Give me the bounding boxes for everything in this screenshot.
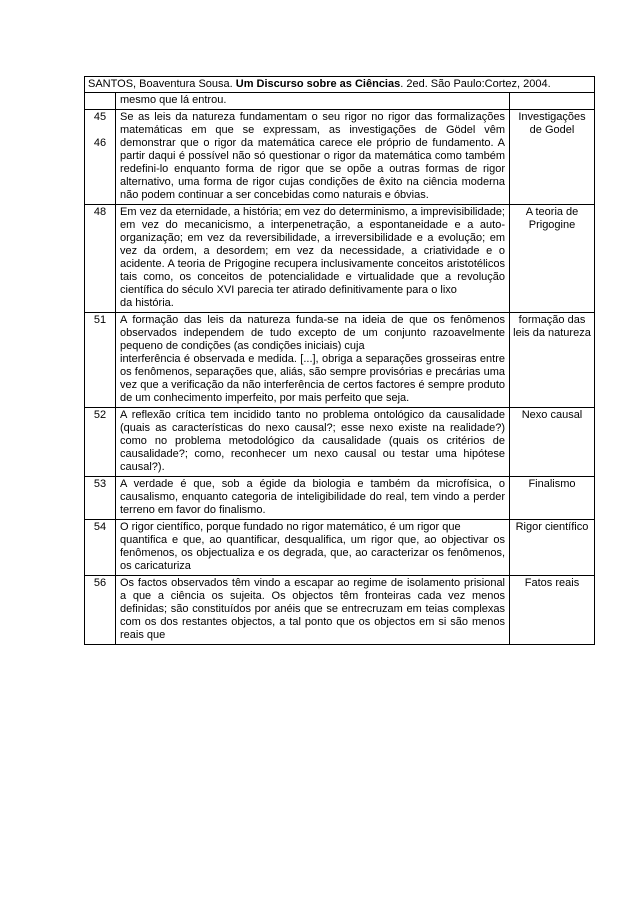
keyword-label: Fatos reais <box>524 577 580 589</box>
page-number: 54 <box>93 521 107 533</box>
document-page <box>84 76 595 645</box>
keyword-label: formação das leis da natureza <box>513 314 591 339</box>
quote-cell <box>116 477 510 520</box>
keyword-label: Nexo causal <box>521 409 583 421</box>
quote-text: Em vez da eternidade, a história; em vez do determinismo, a imprevisibilidade; em vez do mecanicismo, a interpenetração, a espontaneidade e a auto-organização; em vez da reversibilidade, a irreversibilidade e a evolução; em vez da ordem, a desordem; em vez da necessidade, a criatividade e o acidente. A teoria de Prigogine recupera inclusivamente conceitos aristotélicos tais como, os conceitos de potencialidade e virtualidade que a revolução científica do século XVI parecia ter atirado definitivamente para o lixo <box>120 206 505 296</box>
table-row <box>85 576 595 645</box>
page-reference-cell <box>85 313 116 408</box>
quote-cell <box>116 520 510 576</box>
keyword-cell <box>510 408 595 477</box>
reading-notes-table <box>84 76 595 93</box>
quote-text: A verdade é que, sob a égide da biologia e também da microfísica, o causalismo, enquanto categoria de inteligibilidade do real, tem vindo a perder terreno em favor do finalismo. <box>120 478 505 516</box>
page-number: 51 <box>93 314 107 326</box>
keyword-cell <box>510 93 595 110</box>
quote-text: mesmo que lá entrou. <box>120 94 227 106</box>
quote-cell <box>116 93 510 110</box>
table-row <box>85 93 595 110</box>
keyword-cell <box>510 477 595 520</box>
citation-row <box>85 77 595 93</box>
page-reference-cell <box>85 408 116 477</box>
citation-rest: . 2ed. São Paulo:Cortez, 2004. <box>400 78 551 90</box>
quote-text: Se as leis da natureza fundamentam o seu rigor no rigor das formalizações matemáticas em que se expressam, as investigações de Gödel vêm demonstrar que o rigor da matemática carece ele próprio de fundamento. A partir daqui é possível não só questionar o rigor da matemática como também redefini-lo enquanto forma de rigor que se opõe a outras formas de rigor alternativo, uma forma de rigor cujas condições de êxito na ciência moderna não podem continuar a ser concebidas como naturais e óbvias. <box>120 111 505 201</box>
quote-text: interferência é observada e medida. [...], obriga a separações grosseiras entre os fenômenos, separações que, aliás, são sempre provisórias e precárias uma vez que a verificação da não interferência de certos factores é sempre produto de um conhecimento imperfeito, por mais perfeito que seja. <box>120 353 505 404</box>
page-number: 48 <box>93 206 107 218</box>
keyword-cell <box>510 110 595 205</box>
page-number: 45 <box>93 111 107 123</box>
quote-cell <box>116 205 510 313</box>
keyword-cell <box>510 313 595 408</box>
keyword-label: Rigor científico <box>515 521 589 533</box>
table-row <box>85 520 595 576</box>
keyword-cell <box>510 576 595 645</box>
page-reference-cell <box>85 477 116 520</box>
quote-cell <box>116 576 510 645</box>
keyword-label: A teoria de Prigogine <box>525 206 579 231</box>
citation-author: SANTOS, Boaventura Sousa. <box>88 78 236 90</box>
page-reference-cell <box>85 576 116 645</box>
quote-cell <box>116 110 510 205</box>
quote-cell <box>116 408 510 477</box>
quote-text: Os factos observados têm vindo a escapar ao regime de isolamento prisional a que a ciência os sujeita. Os objectos têm fronteiras cada vez menos definidas; são constituídos por anéis que se entrecruzam em teias complexas com os dos restantes objectos, a tal ponto que os objectos em si são menos reais que <box>120 577 505 641</box>
notes-rows <box>84 92 595 645</box>
quote-text: quantifica e que, ao quantificar, desqualifica, um rigor que, ao objectivar os fenômenos, os objectualiza e os degrada, que, ao caracterizar os fenômenos, os caricaturiza <box>120 534 505 572</box>
quote-text: da história. <box>120 297 174 309</box>
citation-title: Um Discurso sobre as Ciências <box>235 78 401 90</box>
citation-cell <box>85 77 595 93</box>
quote-cell <box>116 313 510 408</box>
page-reference-cell <box>85 110 116 205</box>
keyword-cell <box>510 205 595 313</box>
table-row <box>85 477 595 520</box>
table-row <box>85 313 595 408</box>
quote-text: O rigor científico, porque fundado no rigor matemático, é um rigor que <box>120 521 461 533</box>
table-row <box>85 205 595 313</box>
page-number: 46 <box>93 137 107 149</box>
keyword-label: Finalismo <box>528 478 576 490</box>
quote-text: A formação das leis da natureza funda-se na ideia de que os fenômenos observados independem de tudo excepto de um conjunto razoavelmente pequeno de condições (as condições iniciais) cuja <box>120 314 505 352</box>
page-number: 56 <box>93 577 107 589</box>
page-number: 53 <box>93 478 107 490</box>
table-row <box>85 110 595 205</box>
page-reference-cell <box>85 93 116 110</box>
page-number: 52 <box>93 409 107 421</box>
keyword-cell <box>510 520 595 576</box>
quote-text: A reflexão crítica tem incidido tanto no problema ontológico da causalidade (quais as características do nexo causal?; esse nexo existe na realidade?) como no problema metodológico da causalidade (quais os critérios de causalidade?; como, reconhecer um nexo causal ou testar uma hipótese causal?). <box>120 409 505 473</box>
table-row <box>85 408 595 477</box>
page-reference-cell <box>85 520 116 576</box>
page-reference-cell <box>85 205 116 313</box>
keyword-label: Investigações de Godel <box>518 111 586 136</box>
